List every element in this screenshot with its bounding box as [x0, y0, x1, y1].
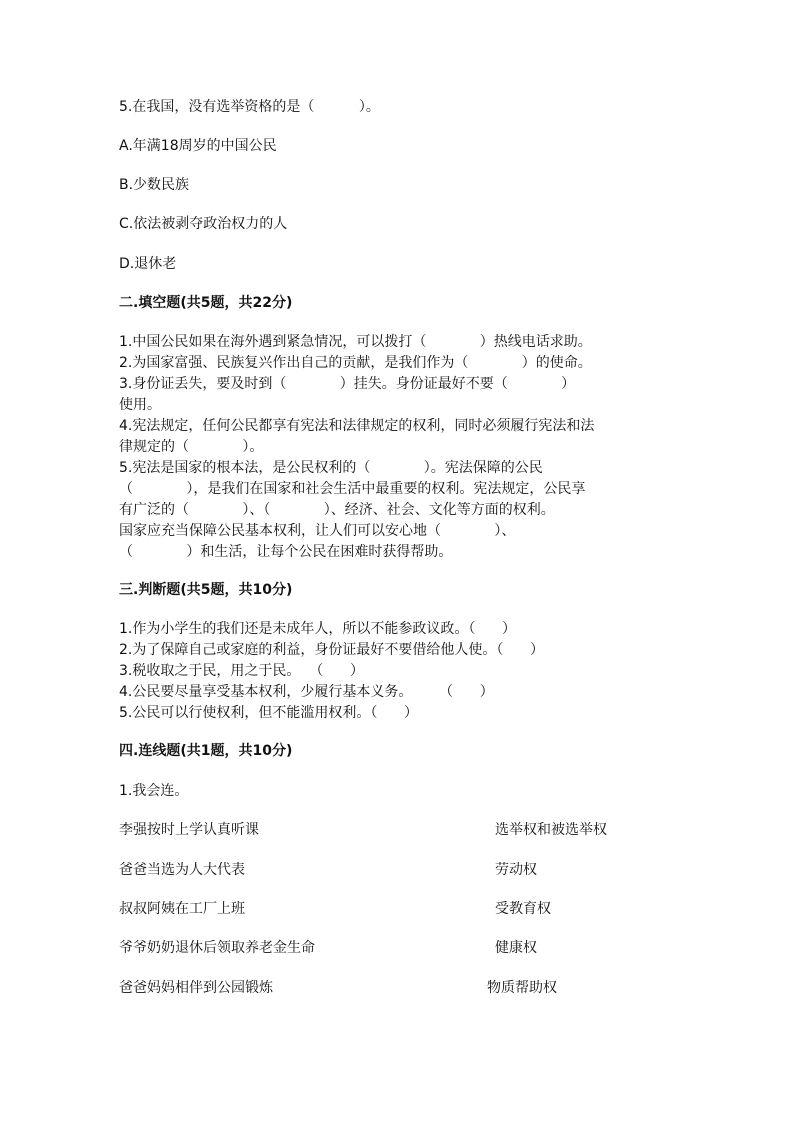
fill-line: （ ）和生活，让每个公民在困难时获得帮助。	[119, 544, 453, 560]
match-left-item: 爸爸当选为人大代表	[119, 862, 245, 878]
fill-line: 5.宪法是国家的根本法，是公民权利的（ ）。宪法保障的公民	[119, 460, 543, 476]
fill-line: 4.宪法规定，任何公民都享有宪法和法律规定的权利，同时必须履行宪法和法	[119, 418, 595, 434]
match-left-item: 爷爷奶奶退休后领取养老金生命	[119, 940, 315, 956]
fill-line: 2.为国家富强、民族复兴作出自己的贡献，是我们作为（ ）的使命。	[119, 355, 592, 371]
judge-line: 1.作为小学生的我们还是未成年人，所以不能参政议政。（ ）	[119, 621, 517, 637]
fill-line: 律规定的（ ）。	[119, 439, 264, 455]
match-right-item: 劳动权	[495, 862, 537, 878]
option-a: A.年满18周岁的中国公民	[119, 138, 277, 154]
match-right-item: 物质帮助权	[487, 980, 557, 996]
option-c: C.依法被剥夺政治权力的人	[119, 216, 288, 232]
judge-line: 5.公民可以行使权利，但不能滥用权利。（ ）	[119, 705, 419, 721]
question-5-stem: 5.在我国，没有选举资格的是（ ）。	[119, 99, 380, 115]
match-left-item: 叔叔阿姨在工厂上班	[119, 901, 245, 917]
match-right-item: 选举权和被选举权	[495, 822, 607, 838]
match-section-heading: 四.连线题(共1题，共10分)	[119, 743, 293, 759]
judge-line: 2.为了保障自己或家庭的利益，身份证最好不要借给他人使。（ ）	[119, 642, 545, 658]
option-d: D.退休老	[119, 256, 177, 272]
fill-section-heading: 二.填空题(共5题，共22分)	[119, 295, 293, 311]
fill-line: 有广泛的（ ）、（ ）、经济、社会、文化等方面的权利。	[119, 502, 555, 518]
fill-line: 3.身份证丢失，要及时到（ ）挂失。身份证最好不要（ ）	[119, 376, 576, 392]
judge-line: 3.税收取之于民，用之于民。 （ ）	[119, 663, 364, 679]
fill-line: 国家应充当保障公民基本权利，让人们可以安心地（ ）、	[119, 523, 516, 539]
match-question: 1.我会连。	[119, 783, 189, 799]
fill-line: 使用。	[119, 397, 161, 413]
fill-line: 1.中国公民如果在海外遇到紧急情况，可以拨打（ ）热线电话求助。	[119, 334, 592, 350]
judge-line: 4.公民要尽量享受基本权利，少履行基本义务。 （ ）	[119, 684, 494, 700]
judge-section-heading: 三.判断题(共5题，共10分)	[119, 582, 293, 598]
match-right-item: 受教育权	[495, 901, 551, 917]
match-left-item: 李强按时上学认真听课	[119, 822, 259, 838]
match-right-item: 健康权	[495, 940, 537, 956]
match-left-item: 爸爸妈妈相伴到公园锻炼	[119, 980, 273, 996]
fill-line: （ ），是我们在国家和社会生活中最重要的权利。宪法规定，公民享	[119, 481, 586, 497]
option-b: B.少数民族	[119, 177, 190, 193]
